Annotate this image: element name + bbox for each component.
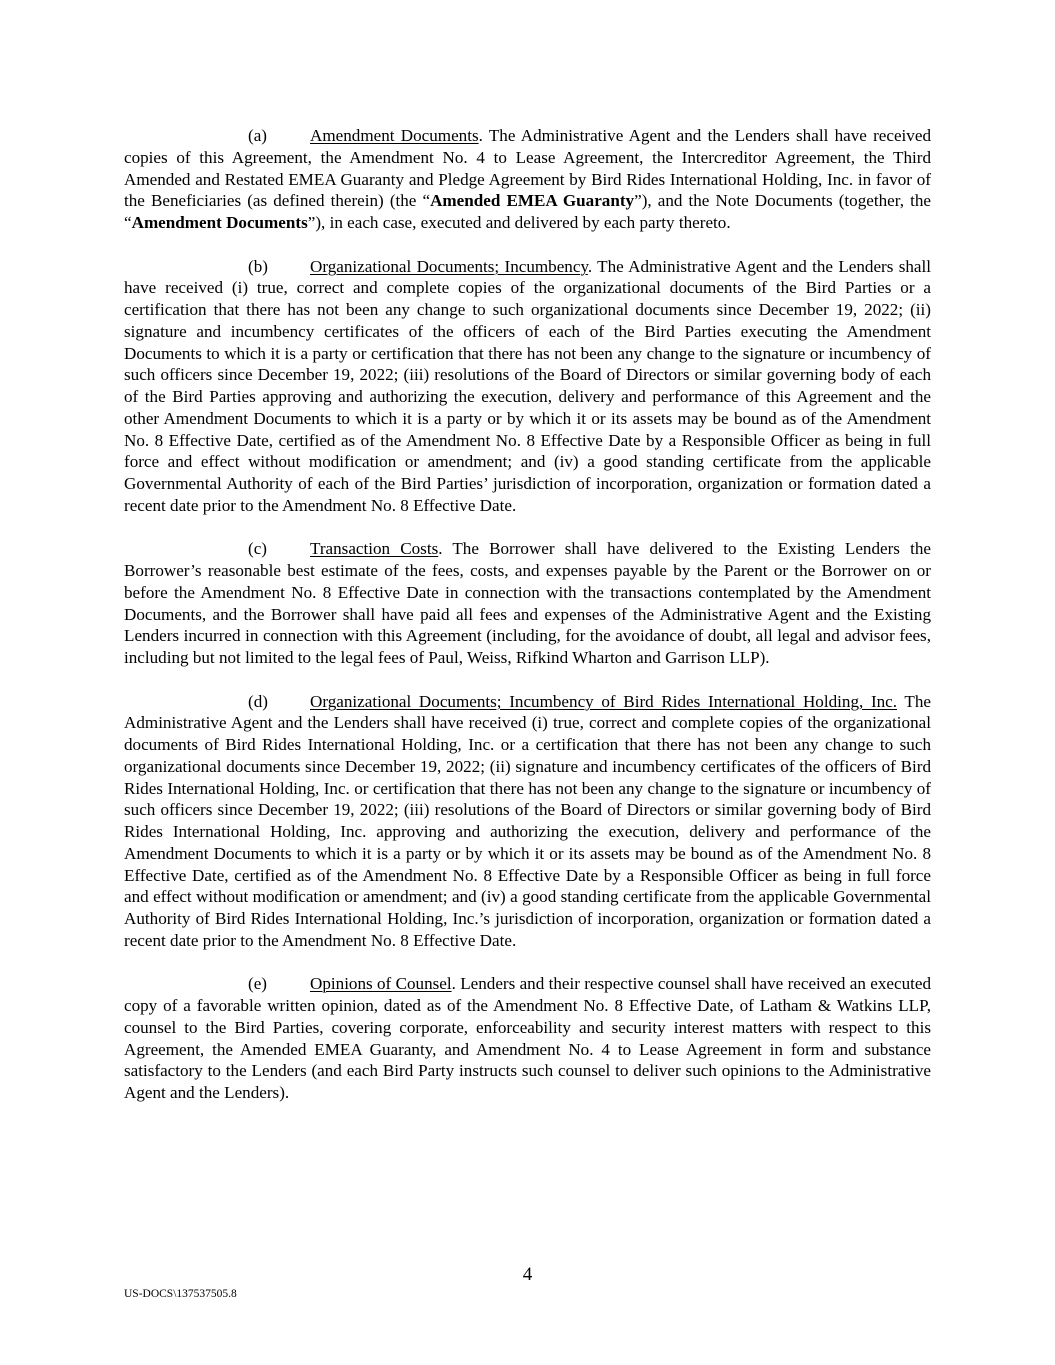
paragraph-a (124, 125, 931, 234)
paragraph-label: (b) (248, 256, 268, 276)
paragraph-label: (c) (248, 539, 267, 559)
paragraph-text: ”), in each case, executed and delivered by each party thereto. (307, 213, 731, 232)
document-body (124, 125, 931, 1126)
defined-term: Amendment Documents (131, 213, 308, 232)
page-number: 4 (522, 1264, 533, 1285)
paragraph-heading: Opinions of Counsel (310, 974, 452, 994)
paragraph-text: . The Administrative Agent and the Lenders shall have received copies of this Agreement, the Amendment No. 4 to Lease Agreement, the Intercreditor Agreement, the Third Amended and Restated EMEA Guaranty and Pledge Agreement by Bird Rides International Holding, Inc. in favor of the Beneficiaries (as defined therein) (the “ (124, 126, 931, 211)
paragraph-b (124, 256, 931, 517)
paragraph-text: The Administrative Agent and the Lenders shall have received (i) true, correct and complete copies of the organizational documents of Bird Rides International Holding, Inc. or a certification that there has not been any change to such organizational documents since December 19, 2022; (ii) signature and incumbency certificates of the officers of Bird Rides International Holding, Inc. or certification that there has not been any change to the signature or incumbency of such officers since December 19, 2022; (iii) resolutions of the Board of Directors or similar governing body of Bird Rides International Holding, Inc. approving and authorizing the execution, delivery and performance of the Amendment Documents to which it is a party or by which it or its assets may be bound as of the Amendment No. 8 Effective Date, certified as of the Amendment No. 8 Effective Date by a Responsible Officer as being in full force and effect without modification or amendment; and (iv) a good standing certificate from the applicable Governmental Authority of Bird Rides International Holding, Inc.’s jurisdiction of incorporation, organization or formation dated a recent date prior to the Amendment No. 8 Effective Date. (124, 691, 931, 950)
paragraph-heading: Organizational Documents; Incumbency (310, 256, 588, 276)
document-id: US-DOCS\137537505.8 (124, 1288, 237, 1300)
paragraph-e (124, 973, 931, 1104)
paragraph-text: ”), and the Note Documents (together, the “ (124, 191, 931, 232)
paragraph-text: . The Administrative Agent and the Lenders shall have received (i) true, correct and complete copies of the organizational documents of the Bird Parties or a certification that there has not been any change to such organizational documents since December 19, 2022; (ii) signature and incumbency certificates of the officers of each of the Bird Parties executing the Amendment Documents to which it is a party or certification that there has not been any change to the signature or incumbency of such officers since December 19, 2022; (iii) resolutions of the Board of Directors or similar governing body of each of the Bird Parties approving and authorizing the execution, delivery and performance of this Agreement and the other Amendment Documents to which it is a party or by which it or its assets may be bound as of the Amendment No. 8 Effective Date, certified as of the Amendment No. 8 Effective Date by a Responsible Officer as being in full force and effect without modification or amendment; and (iv) a good standing certificate from the applicable Governmental Authority of each of the Bird Parties’ jurisdiction of incorporation, organization or formation dated a recent date prior to the Amendment No. 8 Effective Date. (124, 256, 931, 515)
paragraph-heading: Organizational Documents; Incumbency of Bird Rides International Holding, Inc. (310, 691, 898, 711)
paragraph-d (124, 691, 931, 952)
paragraph-label: (d) (248, 691, 268, 711)
defined-term: Amended EMEA Guaranty (430, 191, 635, 211)
paragraph-label: (a) (248, 126, 267, 145)
paragraph-heading: Transaction Costs (310, 539, 439, 559)
paragraph-heading: Amendment Documents (310, 126, 479, 145)
paragraph-text: . Lenders and their respective counsel shall have received an executed copy of a favorable written opinion, dated as of the Amendment No. 8 Effective Date, of Latham & Watkins LLP, counsel to the Bird Parties, covering corporate, enforceability and security interest matters with respect to this Agreement, the Amended EMEA Guaranty, and Amendment No. 4 to Lease Agreement in form and substance satisfactory to the Lenders (and each Bird Party instructs such counsel to deliver such opinions to the Administrative Agent and the Lenders). (124, 974, 931, 1102)
paragraph-c (124, 538, 931, 669)
paragraph-label: (e) (248, 974, 267, 994)
paragraph-text: . The Borrower shall have delivered to the Existing Lenders the Borrower’s reasonable best estimate of the fees, costs, and expenses payable by the Parent or the Borrower on or before the Amendment No. 8 Effective Date in connection with the transactions contemplated by the Amendment Documents, and the Borrower shall have paid all fees and expenses of the Administrative Agent and the Existing Lenders incurred in connection with this Agreement (including, for the avoidance of doubt, all legal and advisor fees, including but not limited to the legal fees of Paul, Weiss, Rifkind Wharton and Garrison LLP). (124, 539, 931, 667)
